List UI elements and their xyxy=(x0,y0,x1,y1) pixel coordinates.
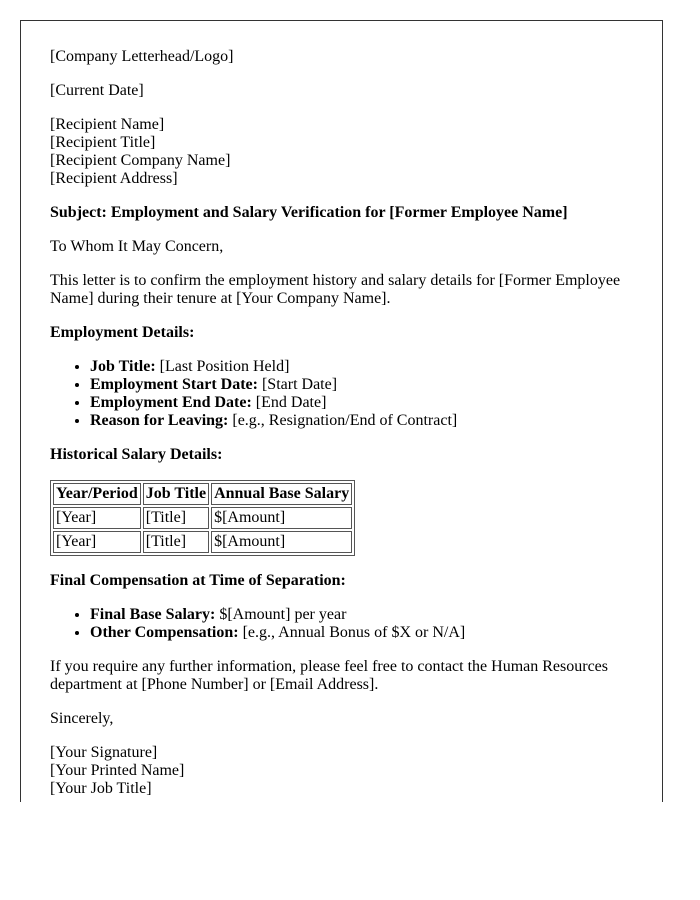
item-value: [e.g., Resignation/End of Contract] xyxy=(228,412,458,429)
recipient-name: [Recipient Name] xyxy=(50,116,165,133)
list-item xyxy=(90,394,633,412)
salary-table xyxy=(50,480,355,556)
recipient-block xyxy=(50,116,633,188)
subject: Subject: Employment and Salary Verification for [Former Employee Name] xyxy=(50,204,568,221)
list-item xyxy=(90,624,633,642)
item-label: Job Title: xyxy=(90,358,156,375)
list-item xyxy=(90,376,633,394)
table-cell: [Year] xyxy=(53,531,141,553)
item-value: [End Date] xyxy=(251,394,327,411)
salutation: To Whom It May Concern, xyxy=(50,238,224,255)
signoff: Sincerely, xyxy=(50,710,114,727)
table-row xyxy=(53,531,352,553)
item-value: [Last Position Held] xyxy=(155,358,290,375)
item-label: Employment Start Date: xyxy=(90,376,258,393)
signature-block xyxy=(50,744,633,798)
column-header: Job Title xyxy=(143,483,209,505)
job-title: [Your Job Title] xyxy=(50,780,152,797)
table-row xyxy=(53,507,352,529)
item-value: $[Amount] per year xyxy=(215,606,347,623)
column-header: Annual Base Salary xyxy=(211,483,352,505)
table-header-row xyxy=(53,483,352,505)
employment-heading: Employment Details: xyxy=(50,324,195,341)
table-cell: [Title] xyxy=(143,531,209,553)
column-header: Year/Period xyxy=(53,483,141,505)
item-label: Other Compensation: xyxy=(90,624,239,641)
item-label: Reason for Leaving: xyxy=(90,412,229,429)
final-list xyxy=(50,606,633,642)
letter xyxy=(20,20,663,802)
item-value: [e.g., Annual Bonus of $X or N/A] xyxy=(238,624,466,641)
recipient-title: [Recipient Title] xyxy=(50,134,156,151)
list-item xyxy=(90,358,633,376)
table-cell: $[Amount] xyxy=(211,507,352,529)
recipient-company: [Recipient Company Name] xyxy=(50,152,231,169)
list-item xyxy=(90,606,633,624)
letterhead: [Company Letterhead/Logo] xyxy=(50,48,234,65)
recipient-address: [Recipient Address] xyxy=(50,170,178,187)
table-cell: [Title] xyxy=(143,507,209,529)
date: [Current Date] xyxy=(50,82,144,99)
intro-paragraph: This letter is to confirm the employment history and salary details for [Former Employee Name] during their tenure at [Your Company Name]. xyxy=(50,272,621,307)
table-cell: $[Amount] xyxy=(211,531,352,553)
item-value: [Start Date] xyxy=(257,376,338,393)
employment-list xyxy=(50,358,633,430)
list-item xyxy=(90,412,633,430)
table-cell: [Year] xyxy=(53,507,141,529)
item-label: Final Base Salary: xyxy=(90,606,216,623)
printed-name: [Your Printed Name] xyxy=(50,762,185,779)
closing-paragraph: If you require any further information, please feel free to contact the Human Resources department at [Phone Number] or [Email Address]. xyxy=(50,658,608,693)
signature: [Your Signature] xyxy=(50,744,158,761)
final-heading: Final Compensation at Time of Separation: xyxy=(50,572,346,589)
item-label: Employment End Date: xyxy=(90,394,252,411)
salary-heading: Historical Salary Details: xyxy=(50,446,223,463)
